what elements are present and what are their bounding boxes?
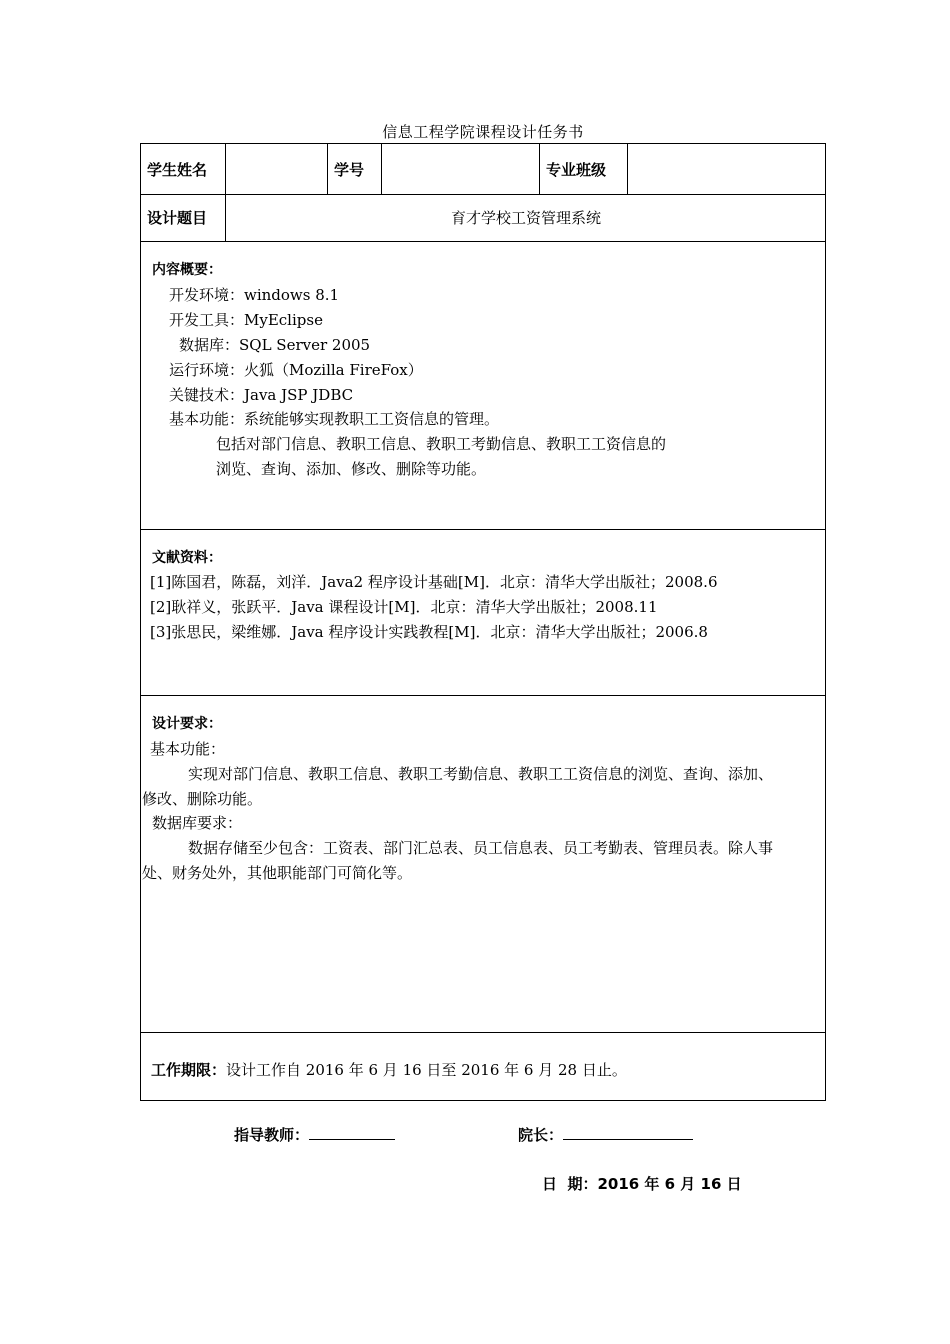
row-divider: [141, 241, 825, 242]
col-divider: [381, 144, 382, 194]
date-value: 2016 年 6 月 16 日: [597, 1175, 742, 1193]
requirements-text: 修改、删除功能。: [142, 790, 263, 808]
task-form-table: [140, 143, 826, 1101]
col-divider: [327, 144, 328, 194]
dean-label: 院长：: [518, 1126, 564, 1144]
database-requirements-label: 数据库要求：: [152, 814, 243, 832]
student-id-value[interactable]: [387, 144, 533, 194]
summary-line: 浏览、查询、添加、修改、删除等功能。: [216, 460, 487, 478]
summary-line: 包括对部门信息、教职工信息、教职工考勤信息、教职工工资信息的: [216, 435, 667, 453]
work-period: [151, 1059, 627, 1080]
requirements-heading: 设计要求：: [152, 716, 222, 732]
teacher-signature: [234, 1124, 395, 1145]
summary-line: 关键技术：Java JSP JDBC: [169, 386, 354, 404]
reference-item: [2]耿祥义，张跃平．Java 课程设计[M]．北京：清华大学出版社；2008.11: [150, 598, 658, 616]
document-title: 信息工程学院课程设计任务书: [382, 123, 584, 141]
col-divider: [627, 144, 628, 194]
col-divider: [539, 144, 540, 194]
topic-value: 育才学校工资管理系统: [450, 209, 601, 227]
topic-label: 设计题目: [147, 209, 208, 227]
basic-function-label: 基本功能：: [150, 740, 226, 758]
requirements-text: 实现对部门信息、教职工信息、教职工考勤信息、教职工工资信息的浏览、查询、添加、: [188, 765, 774, 783]
content-summary-heading: 内容概要：: [152, 262, 222, 278]
major-class-value[interactable]: [633, 144, 819, 194]
date-label: 日 期：: [542, 1175, 598, 1193]
row-divider: [141, 695, 825, 696]
row-divider: [141, 1032, 825, 1033]
work-period-text: 设计工作自 2016 年 6 月 16 日至 2016 年 6 月 28 日止。: [226, 1061, 627, 1079]
student-name-value[interactable]: [231, 144, 321, 194]
summary-line: 运行环境：火狐（Mozilla FireFox）: [169, 361, 423, 379]
dean-signature-line[interactable]: [563, 1125, 693, 1140]
student-id-label: 学号: [334, 160, 365, 179]
summary-line: 基本功能：系统能够实现教职工工资信息的管理。: [169, 410, 500, 428]
row-divider: [141, 529, 825, 530]
requirements-text: 数据存储至少包含：工资表、部门汇总表、员工信息表、员工考勤表、管理员表。除人事: [188, 839, 774, 857]
major-class-label: 专业班级: [546, 160, 607, 179]
dean-signature: [518, 1124, 693, 1145]
work-period-label: 工作期限：: [151, 1061, 227, 1079]
teacher-label: 指导教师：: [234, 1126, 310, 1144]
teacher-signature-line[interactable]: [309, 1125, 395, 1140]
student-name-label: 学生姓名: [147, 160, 208, 179]
date-line: [542, 1173, 742, 1194]
requirements-text: 处、财务处外，其他职能部门可简化等。: [142, 864, 413, 882]
reference-item: [1]陈国君，陈磊，刘洋．Java2 程序设计基础[M]．北京：清华大学出版社；2008.6: [150, 573, 718, 591]
reference-item: [3]张思民，梁维娜．Java 程序设计实践教程[M]．北京：清华大学出版社；2006.8: [150, 623, 708, 641]
summary-line: 数据库：SQL Server 2005: [179, 336, 371, 354]
summary-line: 开发环境：windows 8.1: [169, 286, 340, 304]
references-heading: 文献资料：: [152, 550, 222, 566]
summary-line: 开发工具：MyEclipse: [169, 311, 323, 329]
